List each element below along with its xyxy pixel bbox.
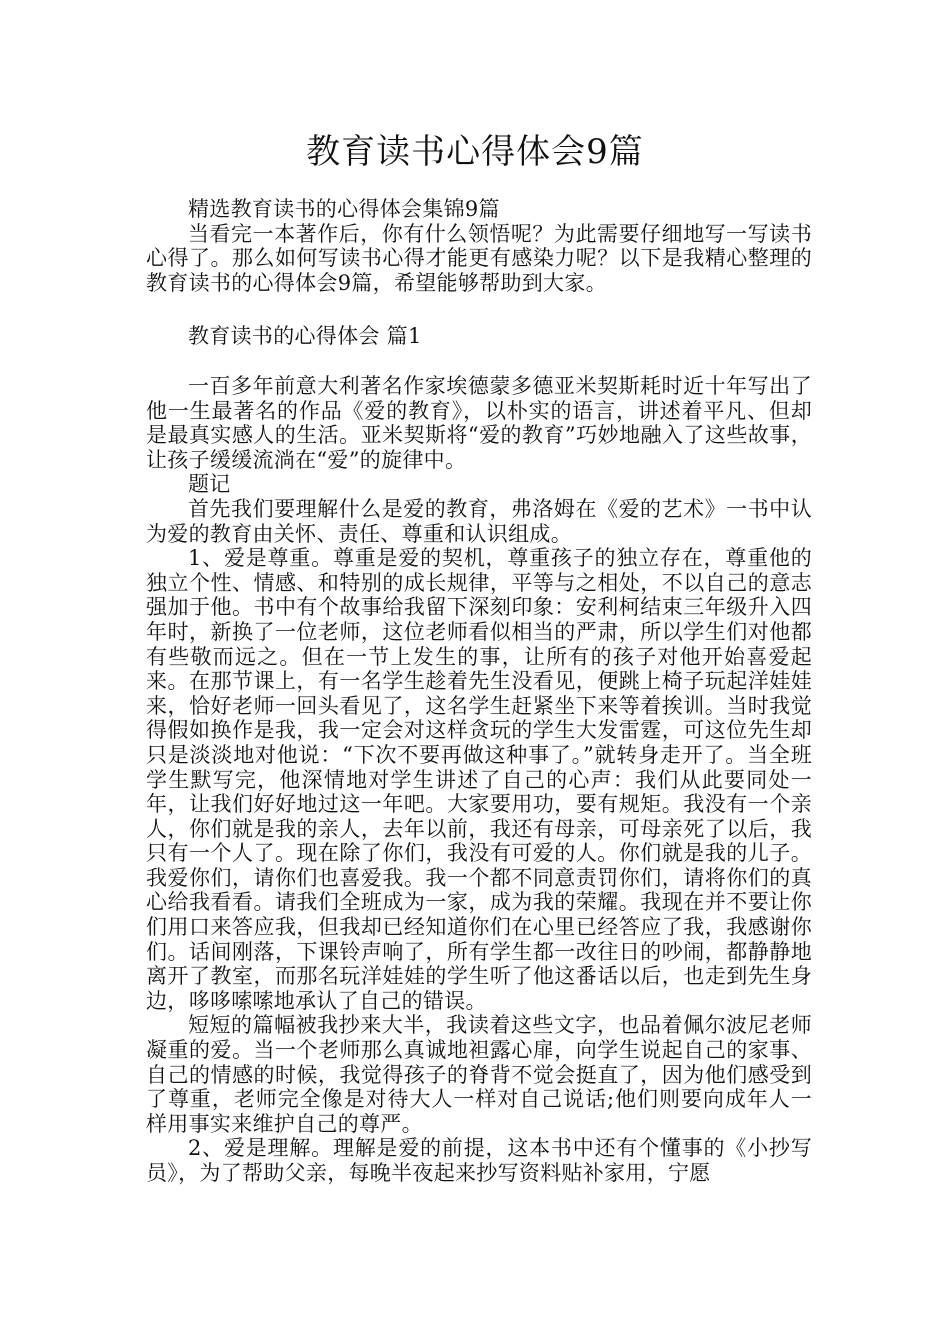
article-body bbox=[146, 374, 812, 1186]
epigraph-label: 题记 bbox=[188, 472, 231, 497]
body-paragraph: 首先我们要理解什么是爱的教育，弗洛姆在《爱的艺术》一书中认为爱的教育由关怀、责任、尊重和认识组成。 bbox=[146, 496, 812, 546]
body-paragraph: 1、爱是尊重。尊重是爱的契机，尊重孩子的独立存在，尊重他的独立个性、情感、和特别的成长规律，平等与之相处，不以自己的意志强加于他。书中有个故事给我留下深刻印象：安利柯结束三年级升入四年时，新换了一位老师，这位老师看似相当的严肃，所以学生们对他都有些敬而远之。但在一节上发生的事，让所有的孩子对他开始喜爱起来。在那节课上，有一名学生趁着先生没看见，便跳上椅子玩起洋娃娃来，恰好老师一回头看见了，这名学生赶紧坐下来等着挨训。当时我觉得假如换作是我，我一定会对这样贪玩的学生大发雷霆，可这位先生却只是淡淡地对他说：“下次不要再做这种事了。”就转身走开了。当全班学生默写完，他深情地对学生讲述了自己的心声：我们从此要同处一年，让我们好好地过这一年吧。大家要用功，要有规矩。我没有一个亲人，你们就是我的亲人，去年以前，我还有母亲，可母亲死了以后，我只有一个人了。现在除了你们，我没有可爱的人。你们就是我的儿子。我爱你们，请你们也喜爱我。我一个都不同意责罚你们，请将你们的真心给我看看。请我们全班成为一家，成为我的荣耀。我现在并不要让你们用口来答应我，但我却已经知道你们在心里已经答应了我，我感谢你们。话间刚落，下课铃声响了，所有学生都一改往日的吵闹，都静静地离开了教室，而那名玩洋娃娃的学生听了他这番话以后，也走到先生身边，哆哆嗦嗦地承认了自己的错误。 bbox=[146, 546, 812, 1013]
body-paragraph: 短短的篇幅被我抄来大半，我读着这些文字，也品着佩尔波尼老师凝重的爱。当一个老师那么真诚地袒露心扉，向学生说起自己的家事、自己的情感的时候，我觉得孩子的脊背不觉会挺直了，因为他们感受到了尊重，老师完全像是对待大人一样对自己说话;他们则要向成年人一样用事实来维护自己的尊严。 bbox=[146, 1013, 812, 1136]
body-paragraph: 2、爱是理解。理解是爱的前提，这本书中还有个懂事的《小抄写员》，为了帮助父亲，每晚半夜起来抄写资料贴补家用，宁愿 bbox=[146, 1136, 812, 1185]
section-heading: 教育读书的心得体会 篇1 bbox=[188, 324, 422, 348]
intro-block bbox=[146, 197, 812, 295]
document-title: 教育读书心得体会9篇 bbox=[306, 132, 644, 172]
intro-paragraph: 当看完一本著作后，你有什么领悟呢？为此需要仔细地写一写读书心得了。那么如何写读书心得才能更有感染力呢？以下是我精心整理的教育读书的心得体会9篇，希望能够帮助到大家。 bbox=[146, 221, 812, 295]
section-heading-block bbox=[146, 324, 812, 349]
body-paragraph: 一百多年前意大利著名作家埃德蒙多德亚米契斯耗时近十年写出了他一生最著名的作品《爱的教育》，以朴实的语言，讲述着平凡、但却是最真实感人的生活。亚米契斯将“爱的教育”巧妙地融入了这些故事，让孩子缓缓流淌在“爱”的旋律中。 bbox=[146, 374, 812, 472]
intro-subtitle: 精选教育读书的心得体会集锦9篇 bbox=[188, 197, 500, 221]
